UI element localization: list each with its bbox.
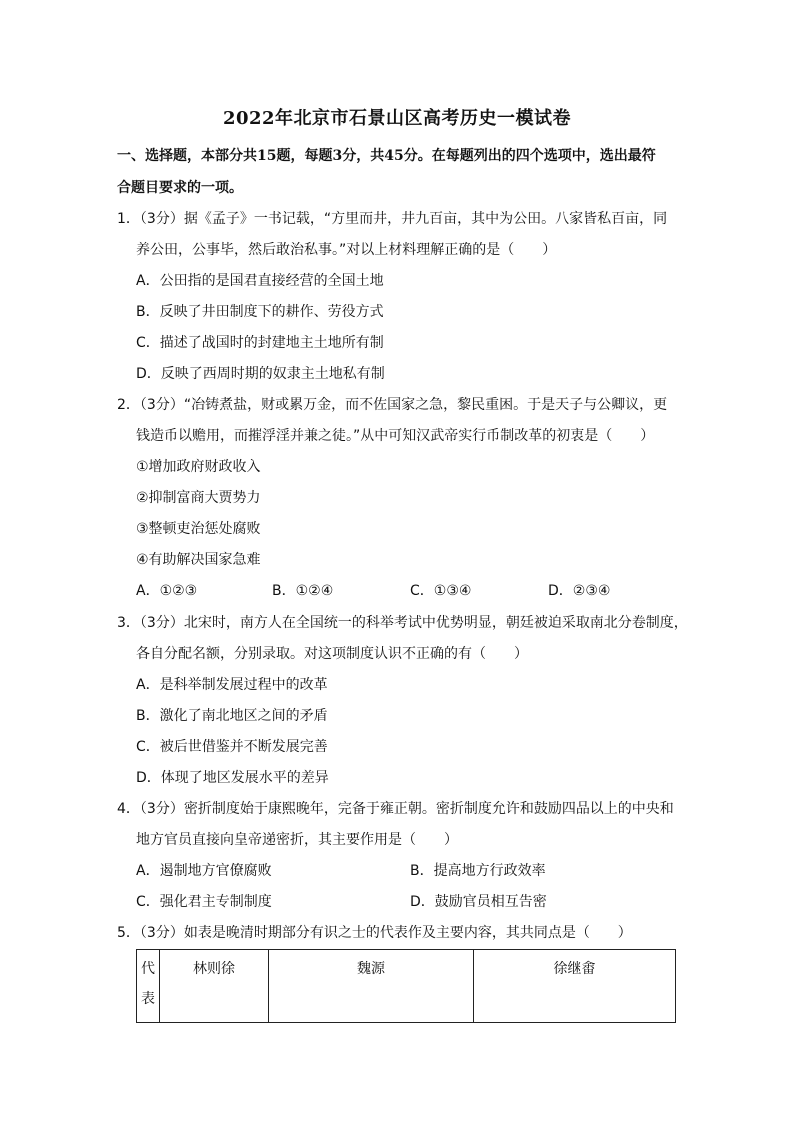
- question-3-option-a[interactable]: A．是科举制发展过程中的改革: [136, 677, 328, 693]
- question-2-option-c[interactable]: C．①③④: [410, 583, 472, 599]
- section-instructions-line2: 合题目要求的一项。: [117, 180, 243, 196]
- question-2-option-d[interactable]: D．②③④: [548, 583, 611, 599]
- question-1-option-d[interactable]: D．反映了西周时期的奴隶主土地私有制: [136, 366, 385, 382]
- page-title: 2022年北京市石景山区高考历史一模试卷: [222, 108, 572, 129]
- question-2-stem-cont: 钱造币以赡用，而摧浮淫并兼之徒。”从中可知汉武帝实行币制改革的初衷是（ ）: [136, 428, 655, 444]
- question-3-option-b[interactable]: B．激化了南北地区之间的矛盾: [136, 708, 328, 724]
- question-3-option-c[interactable]: C．被后世借鉴并不断发展完善: [136, 739, 328, 755]
- table-cell-wei-yuan: 魏源: [269, 950, 474, 1023]
- question-1-stem-cont: 养公田，公事毕，然后敢治私事。”对以上材料理解正确的是（ ）: [136, 242, 557, 258]
- question-1-stem: 1．（3分）据《孟子》一书记载，“方里而井，井九百亩，其中为公田。八家皆私百亩，同: [117, 211, 668, 227]
- question-5-table: [136, 949, 676, 1023]
- question-2-option-a[interactable]: A．①②③: [136, 583, 198, 599]
- question-2-option-b[interactable]: B．①②④: [272, 583, 334, 599]
- question-1-option-c[interactable]: C．描述了战国时的封建地主土地所有制: [136, 335, 384, 351]
- question-2-statement-3: ③整顿吏治惩处腐败: [136, 521, 261, 537]
- question-2-statement-4: ④有助解决国家急难: [136, 552, 261, 568]
- table-header-label: 代表: [141, 961, 155, 1007]
- question-4-stem: 4．（3分）密折制度始于康熙晚年，完备于雍正朝。密折制度允许和鼓励四品以上的中央和: [117, 801, 674, 817]
- question-3-stem: 3．（3分）北宋时，南方人在全国统一的科举考试中优势明显，朝廷被迫采取南北分卷制度，: [117, 615, 688, 631]
- question-2-statement-1: ①增加政府财政收入: [136, 459, 261, 475]
- question-4-option-b[interactable]: B．提高地方行政效率: [410, 863, 546, 879]
- question-2-stem: 2．（3分）“冶铸煮盐，财或累万金，而不佐国家之急，黎民重困。于是天子与公卿议，更: [117, 397, 668, 413]
- question-1-option-a[interactable]: A．公田指的是国君直接经营的全国土地: [136, 273, 384, 289]
- question-2-statement-2: ②抑制富商大贾势力: [136, 490, 261, 506]
- question-3-stem-cont: 各自分配名额，分别录取。对这项制度认识不正确的有（ ）: [136, 646, 528, 662]
- question-4-option-c[interactable]: C．强化君主专制制度: [136, 894, 272, 910]
- question-3-option-d[interactable]: D．体现了地区发展水平的差异: [136, 770, 329, 786]
- table-row: [137, 950, 676, 1023]
- table-cell-xu-jiyu: 徐继畬: [474, 950, 676, 1023]
- table-header-cell: [137, 950, 160, 1023]
- question-5-stem: 5．（3分）如表是晚清时期部分有识之士的代表作及主要内容，其共同点是（ ）: [117, 925, 632, 941]
- question-4-stem-cont: 地方官员直接向皇帝递密折，其主要作用是（ ）: [136, 832, 458, 848]
- question-4-option-d[interactable]: D．鼓励官员相互告密: [410, 894, 547, 910]
- question-4-option-a[interactable]: A．遏制地方官僚腐败: [136, 863, 272, 879]
- section-instructions-line1: 一、选择题，本部分共15题，每题3分，共45分。在每题列出的四个选项中，选出最符: [117, 148, 656, 164]
- table-cell-lin-zexu: 林则徐: [160, 950, 269, 1023]
- question-1-option-b[interactable]: B．反映了井田制度下的耕作、劳役方式: [136, 304, 384, 320]
